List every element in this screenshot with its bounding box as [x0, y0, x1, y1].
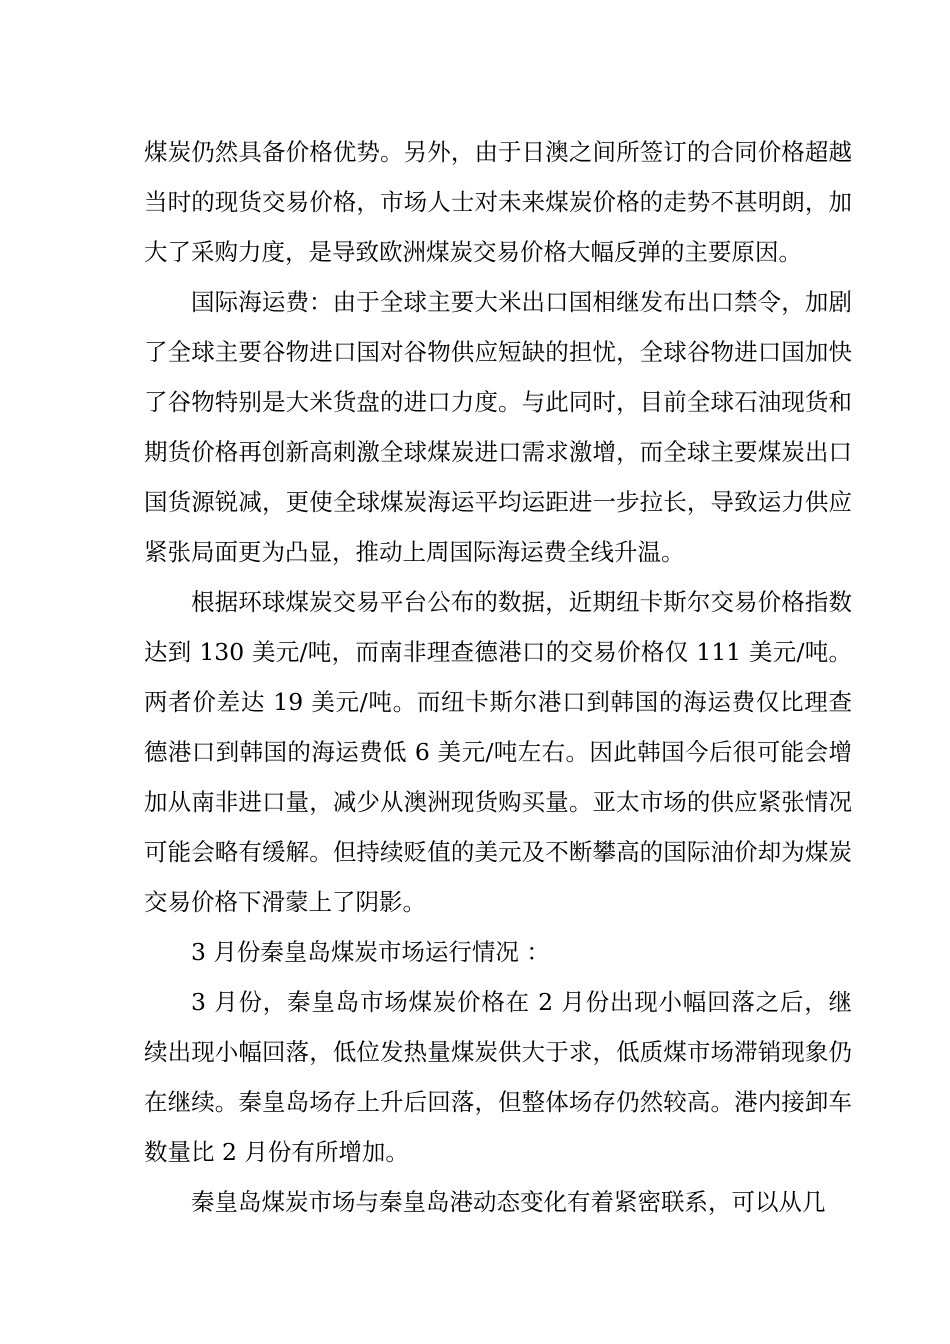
paragraph-price-index: 根据环球煤炭交易平台公布的数据，近期纽卡斯尔交易价格指数达到 130 美元/吨，而南非理查德港口的交易价格仅 111 美元/吨。两者价差达 19 美元/吨。而纽卡斯尔港口到韩国的海运费仅比理查德港口到韩国的海运费低 6 美元/吨左右。因此韩国今后很可能会增加从南非进口量，减少从澳洲现货购买量。亚太市场的供应紧张情况可能会略有缓解。但持续贬值的美元及不断攀高的国际油价却为煤炭交易价格下滑蒙上了阴影。	[144, 588, 852, 916]
document-body	[144, 127, 852, 1227]
paragraph-shipping-rates: 国际海运费：由于全球主要大米出口国相继发布出口禁令，加剧了全球主要谷物进口国对谷物供应短缺的担忧，全球谷物进口国加快了谷物特别是大米货盘的进口力度。与此同时，目前全球石油现货和期货价格再创新高刺激全球煤炭进口需求激增，而全球主要煤炭出口国货源锐减，更使全球煤炭海运平均运距进一步拉长，导致运力供应紧张局面更为凸显，推动上周国际海运费全线升温。	[144, 288, 852, 566]
paragraph-port-dynamics: 秦皇岛煤炭市场与秦皇岛港动态变化有着紧密联系，可以从几	[191, 1188, 826, 1216]
paragraph-continuation: 煤炭仍然具备价格优势。另外，由于日澳之间所签订的合同价格超越当时的现货交易价格，市场人士对未来煤炭价格的走势不甚明朗，加大了采购力度，是导致欧洲煤炭交易价格大幅反弹的主要原因。	[144, 138, 852, 266]
paragraph-march-market: 3 月份，秦皇岛市场煤炭价格在 2 月份出现小幅回落之后，继续出现小幅回落，低位发热量煤炭供大于求，低质煤市场滞销现象仍在继续。秦皇岛场存上升后回落，但整体场存仍然较高。港内接卸车数量比 2 月份有所增加。	[144, 988, 852, 1166]
section-heading-qinhuangdao: 3 月份秦皇岛煤炭市场运行情况 ：	[191, 938, 550, 966]
